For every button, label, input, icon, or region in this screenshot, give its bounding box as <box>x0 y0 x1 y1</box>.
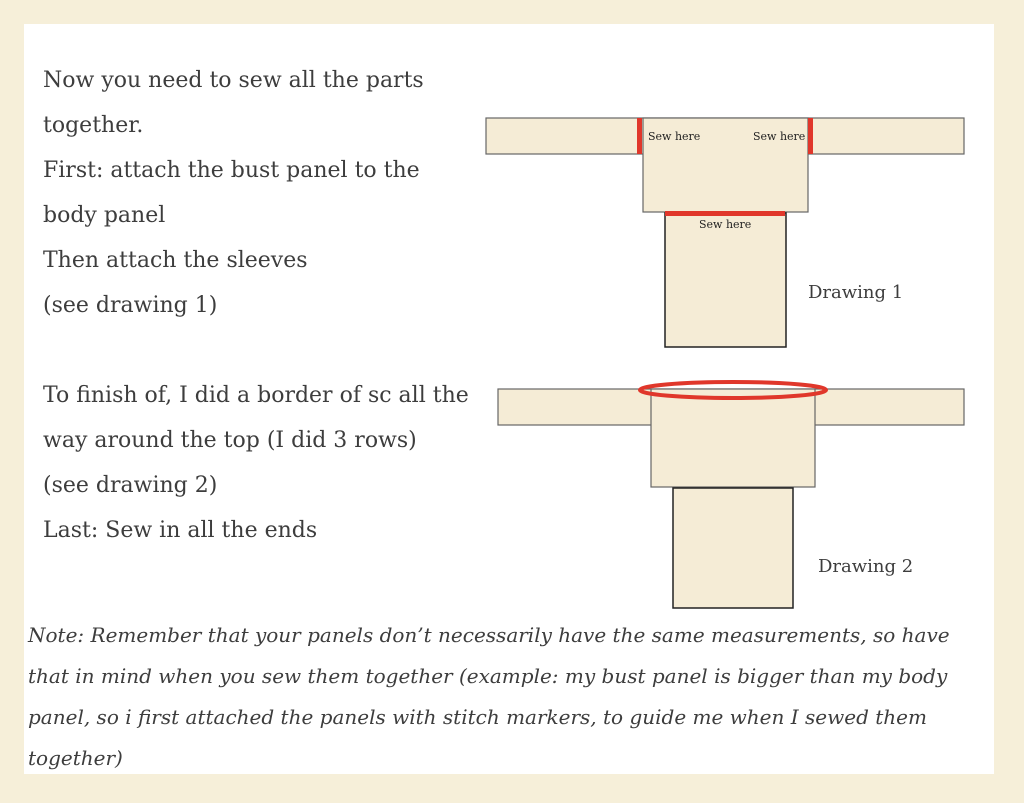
drawing-1-caption: Drawing 1 <box>808 282 904 303</box>
instruction-line: Then attach the sleeves <box>43 248 308 273</box>
instruction-line: First: attach the bust panel to the <box>43 158 420 183</box>
note-line: that in mind when you sew them together (example: my bust panel is bigger than my body <box>28 664 948 688</box>
instruction-line: (see drawing 1) <box>43 293 218 318</box>
instruction-line: Last: Sew in all the ends <box>43 518 318 543</box>
instruction-line: way around the top (I did 3 rows) <box>43 428 417 453</box>
body-panel <box>673 488 793 608</box>
sew-mark-bottom <box>665 211 785 216</box>
instruction-line: body panel <box>43 203 166 228</box>
drawing-2-caption: Drawing 2 <box>818 556 914 577</box>
drawing-1 <box>486 118 964 347</box>
sew-here-label-left: Sew here <box>648 130 701 143</box>
instruction-line: together. <box>43 113 144 138</box>
sew-mark-right <box>808 118 813 154</box>
drawing-2 <box>498 382 964 608</box>
instruction-line: To finish of, I did a border of sc all the <box>43 383 469 408</box>
bust-panel <box>651 389 815 487</box>
sew-here-label-bottom: Sew here <box>699 218 752 231</box>
sew-here-label-right: Sew here <box>753 130 806 143</box>
note-line: together) <box>28 746 123 770</box>
note-line: Note: Remember that your panels don’t necessarily have the same measurements, so have <box>28 623 950 647</box>
body-panel <box>665 213 786 347</box>
sew-mark-left <box>637 118 642 154</box>
instruction-line: Now you need to sew all the parts <box>43 68 424 93</box>
instruction-line: (see drawing 2) <box>43 473 218 498</box>
note-line: panel, so i first attached the panels with stitch markers, to guide me when I sewed them <box>28 705 927 729</box>
note-paragraph <box>28 615 973 779</box>
